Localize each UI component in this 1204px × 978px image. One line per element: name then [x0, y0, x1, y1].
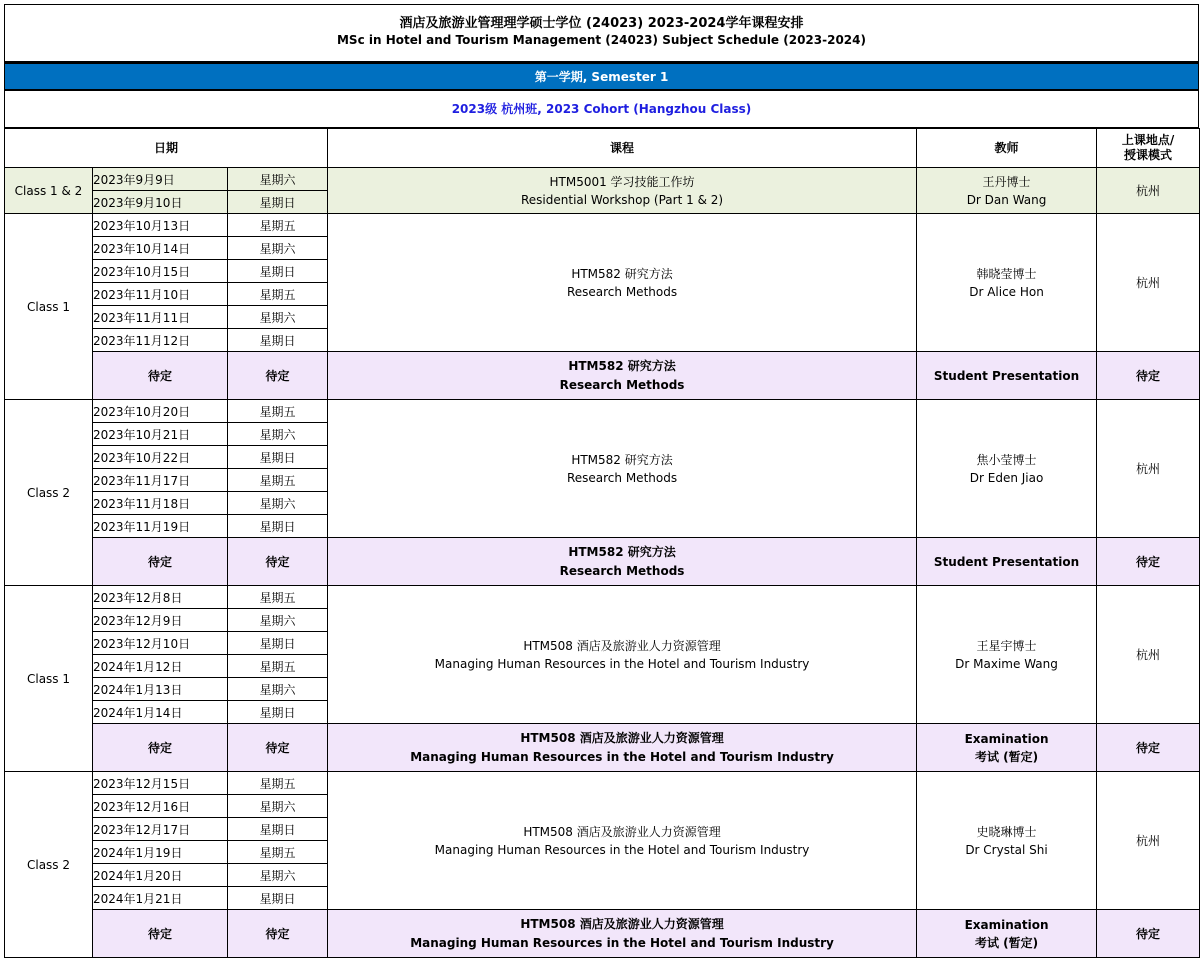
- date-cell: 2023年12月8日: [93, 586, 228, 609]
- date-cell: 2023年12月10日: [93, 632, 228, 655]
- title-chinese: 酒店及旅游业管理理学硕士学位 (24023) 2023-2024学年课程安排: [399, 16, 804, 31]
- course-english-name: Residential Workshop (Part 1 & 2): [521, 192, 724, 207]
- table-row: [5, 586, 1200, 609]
- weekday-cell: 星期六: [228, 168, 328, 191]
- pending-date-cell: 待定: [93, 910, 228, 958]
- cohort-banner: 2023级 杭州班, 2023 Cohort (Hangzhou Class): [4, 90, 1199, 128]
- weekday-cell: 星期五: [228, 400, 328, 423]
- teacher-english-name: Dr Dan Wang: [966, 192, 1047, 207]
- pending-row: [5, 724, 1200, 772]
- teacher-chinese-name: 王星宇博士: [976, 638, 1037, 653]
- date-cell: 2023年11月10日: [93, 283, 228, 306]
- pending-course-code-name: HTM582 研究方法: [568, 358, 676, 373]
- pending-activity-chinese: 考试 (暂定): [974, 935, 1039, 950]
- weekday-cell: 星期六: [228, 237, 328, 260]
- date-cell: 2023年10月15日: [93, 260, 228, 283]
- table-row: [5, 772, 1200, 795]
- pending-location-cell: 待定: [1097, 724, 1200, 772]
- date-cell: 2024年1月12日: [93, 655, 228, 678]
- pending-course-cell: [328, 910, 917, 958]
- course-code-name: HTM582 研究方法: [571, 266, 673, 281]
- weekday-cell: 星期日: [228, 329, 328, 352]
- weekday-cell: 星期日: [228, 632, 328, 655]
- date-cell: 2023年10月14日: [93, 237, 228, 260]
- weekday-cell: 星期日: [228, 887, 328, 910]
- pending-course-english-name: Research Methods: [559, 377, 685, 392]
- pending-course-english-name: Research Methods: [559, 563, 685, 578]
- teacher-english-name: Dr Maxime Wang: [955, 656, 1058, 671]
- pending-location-cell: 待定: [1097, 538, 1200, 586]
- table-row: [5, 214, 1200, 237]
- teacher-chinese-name: 韩晓莹博士: [976, 266, 1037, 281]
- location-cell: 杭州: [1097, 214, 1200, 352]
- pending-weekday-cell: 待定: [228, 538, 328, 586]
- teacher-english-name: Dr Crystal Shi: [965, 842, 1048, 857]
- teacher-cell: [917, 772, 1097, 910]
- pending-location-cell: 待定: [1097, 352, 1200, 400]
- date-cell: 2023年11月18日: [93, 492, 228, 515]
- course-english-name: Managing Human Resources in the Hotel and Tourism Industry: [434, 656, 810, 671]
- teacher-chinese-name: 史晓琳博士: [976, 824, 1037, 839]
- location-column-header: [1097, 129, 1200, 168]
- semester-banner: 第一学期, Semester 1: [4, 62, 1199, 90]
- pending-activity-cell: [917, 724, 1097, 772]
- pending-activity-cell: [917, 910, 1097, 958]
- table-row: [5, 168, 1200, 191]
- teacher-cell: [917, 168, 1097, 214]
- date-cell: 2023年10月21日: [93, 423, 228, 446]
- course-cell: [328, 168, 917, 214]
- weekday-cell: 星期五: [228, 283, 328, 306]
- teacher-cell: [917, 214, 1097, 352]
- date-cell: 2023年11月17日: [93, 469, 228, 492]
- date-cell: 2024年1月20日: [93, 864, 228, 887]
- pending-activity-cell: [917, 538, 1097, 586]
- pending-weekday-cell: 待定: [228, 724, 328, 772]
- pending-activity-cell: [917, 352, 1097, 400]
- class-cell: Class 2: [5, 772, 93, 958]
- date-cell: 2023年12月9日: [93, 609, 228, 632]
- date-cell: 2023年10月22日: [93, 446, 228, 469]
- date-cell: 2023年9月10日: [93, 191, 228, 214]
- weekday-cell: 星期五: [228, 469, 328, 492]
- weekday-cell: 星期六: [228, 678, 328, 701]
- pending-date-cell: 待定: [93, 352, 228, 400]
- pending-course-code-name: HTM508 酒店及旅游业人力资源管理: [520, 916, 724, 931]
- header-row: [5, 129, 1200, 168]
- date-cell: 2023年12月17日: [93, 818, 228, 841]
- location-cell: 杭州: [1097, 400, 1200, 538]
- pending-row: [5, 910, 1200, 958]
- pending-activity-english: Examination: [964, 731, 1049, 746]
- course-cell: [328, 772, 917, 910]
- pending-course-english-name: Managing Human Resources in the Hotel and Tourism Industry: [410, 935, 834, 950]
- schedule-table: [4, 128, 1200, 958]
- course-code-name: HTM508 酒店及旅游业人力资源管理: [523, 824, 721, 839]
- weekday-cell: 星期日: [228, 446, 328, 469]
- date-cell: 2023年10月13日: [93, 214, 228, 237]
- pending-activity-english: Examination: [964, 917, 1049, 932]
- course-cell: [328, 400, 917, 538]
- course-english-name: Research Methods: [566, 284, 678, 299]
- pending-location-cell: 待定: [1097, 910, 1200, 958]
- pending-weekday-cell: 待定: [228, 910, 328, 958]
- weekday-cell: 星期六: [228, 609, 328, 632]
- date-cell: 2023年12月15日: [93, 772, 228, 795]
- class-cell: Class 1 & 2: [5, 168, 93, 214]
- teacher-column-header: 教师: [917, 129, 1097, 168]
- teacher-english-name: Dr Alice Hon: [969, 284, 1044, 299]
- pending-course-cell: [328, 724, 917, 772]
- date-cell: 2023年10月20日: [93, 400, 228, 423]
- weekday-cell: 星期五: [228, 586, 328, 609]
- weekday-cell: 星期六: [228, 492, 328, 515]
- pending-row: [5, 538, 1200, 586]
- pending-row: [5, 352, 1200, 400]
- pending-activity-chinese: 考试 (暂定): [974, 749, 1039, 764]
- date-cell: 2024年1月19日: [93, 841, 228, 864]
- date-cell: 2023年11月19日: [93, 515, 228, 538]
- date-cell: 2023年9月9日: [93, 168, 228, 191]
- date-column-header: 日期: [5, 129, 328, 168]
- pending-course-english-name: Managing Human Resources in the Hotel and Tourism Industry: [410, 749, 834, 764]
- table-row: [5, 400, 1200, 423]
- class-cell: Class 1: [5, 214, 93, 400]
- weekday-cell: 星期五: [228, 841, 328, 864]
- course-english-name: Research Methods: [566, 470, 678, 485]
- course-cell: [328, 214, 917, 352]
- date-cell: 2023年11月11日: [93, 306, 228, 329]
- weekday-cell: 星期六: [228, 306, 328, 329]
- teacher-chinese-name: 焦小莹博士: [976, 452, 1037, 467]
- pending-activity-english: Student Presentation: [933, 368, 1080, 383]
- weekday-cell: 星期日: [228, 191, 328, 214]
- weekday-cell: 星期日: [228, 260, 328, 283]
- weekday-cell: 星期五: [228, 655, 328, 678]
- location-cell: 杭州: [1097, 586, 1200, 724]
- location-header-line2: 授课模式: [1124, 148, 1173, 162]
- date-cell: 2024年1月21日: [93, 887, 228, 910]
- weekday-cell: 星期日: [228, 515, 328, 538]
- pending-date-cell: 待定: [93, 724, 228, 772]
- class-cell: Class 1: [5, 586, 93, 772]
- course-code-name: HTM582 研究方法: [571, 452, 673, 467]
- weekday-cell: 星期六: [228, 864, 328, 887]
- location-header-line1: 上课地点/: [1121, 133, 1175, 147]
- teacher-english-name: Dr Eden Jiao: [969, 470, 1044, 485]
- course-column-header: 课程: [328, 129, 917, 168]
- weekday-cell: 星期六: [228, 795, 328, 818]
- course-cell: [328, 586, 917, 724]
- date-cell: 2024年1月14日: [93, 701, 228, 724]
- date-cell: 2024年1月13日: [93, 678, 228, 701]
- weekday-cell: 星期日: [228, 818, 328, 841]
- weekday-cell: 星期日: [228, 701, 328, 724]
- pending-course-code-name: HTM508 酒店及旅游业人力资源管理: [520, 730, 724, 745]
- document-title: [4, 4, 1199, 62]
- course-code-name: HTM508 酒店及旅游业人力资源管理: [523, 638, 721, 653]
- location-cell: 杭州: [1097, 772, 1200, 910]
- course-code-name: HTM5001 学习技能工作坊: [549, 174, 695, 189]
- date-cell: 2023年12月16日: [93, 795, 228, 818]
- teacher-cell: [917, 586, 1097, 724]
- date-cell: 2023年11月12日: [93, 329, 228, 352]
- pending-date-cell: 待定: [93, 538, 228, 586]
- weekday-cell: 星期五: [228, 772, 328, 795]
- teacher-chinese-name: 王丹博士: [982, 174, 1031, 189]
- pending-course-cell: [328, 352, 917, 400]
- title-english: MSc in Hotel and Tourism Management (24023) Subject Schedule (2023-2024): [336, 33, 866, 47]
- pending-course-cell: [328, 538, 917, 586]
- location-cell: 杭州: [1097, 168, 1200, 214]
- schedule-body: [5, 168, 1200, 958]
- pending-course-code-name: HTM582 研究方法: [568, 544, 676, 559]
- pending-activity-english: Student Presentation: [933, 554, 1080, 569]
- course-english-name: Managing Human Resources in the Hotel and Tourism Industry: [434, 842, 810, 857]
- pending-weekday-cell: 待定: [228, 352, 328, 400]
- teacher-cell: [917, 400, 1097, 538]
- weekday-cell: 星期六: [228, 423, 328, 446]
- weekday-cell: 星期五: [228, 214, 328, 237]
- class-cell: Class 2: [5, 400, 93, 586]
